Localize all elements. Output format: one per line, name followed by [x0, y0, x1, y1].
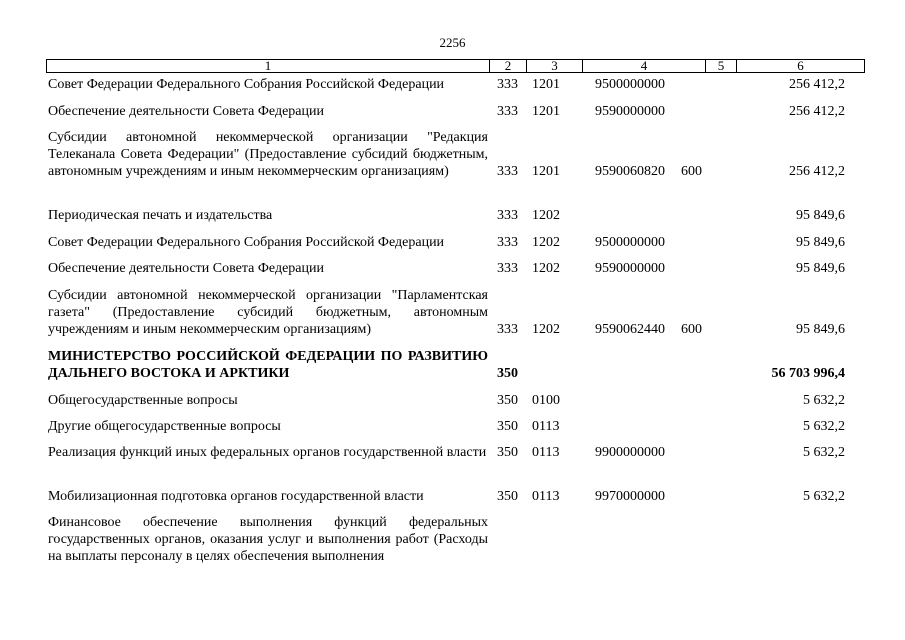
row-target-code: 9500000000: [595, 77, 665, 92]
row-name: Совет Федерации Федерального Собрания Российской Федерации: [48, 77, 445, 92]
row-amount: 95 849,6: [796, 208, 845, 223]
page-number: 2256: [439, 35, 466, 50]
row-target-code: 9590060820: [595, 164, 665, 179]
row-ministry-code: 333: [497, 77, 518, 92]
budget-row: [0, 348, 845, 382]
row-name: Финансовое обеспечение выполнения функций федеральных государственных органов, оказания услуг и выполнения работ (Расходы на выплаты персоналу в целях обеспечения выполнения: [48, 515, 488, 564]
budget-row: [0, 444, 845, 461]
column-header-2: 2: [490, 60, 527, 73]
row-name: МИНИСТЕРСТВО РОССИЙСКОЙ ФЕДЕРАЦИИ ПО РАЗВИТИЮ ДАЛЬНЕГО ВОСТОКА И АРКТИКИ: [48, 349, 488, 381]
row-ministry-code: 350: [497, 445, 518, 460]
row-amount: 5 632,2: [803, 489, 845, 504]
budget-row: [0, 234, 845, 251]
row-ministry-code: 350: [497, 366, 518, 381]
row-section-code: 1202: [532, 235, 560, 250]
row-name: Реализация функций иных федеральных органов государственной власти: [48, 445, 487, 460]
row-name: Общегосударственные вопросы: [48, 393, 238, 408]
row-name: Другие общегосударственные вопросы: [48, 419, 281, 434]
row-name: Мобилизационная подготовка органов государственной власти: [48, 489, 424, 504]
row-target-code: 9590062440: [595, 322, 665, 337]
row-section-code: 1202: [532, 261, 560, 276]
budget-row: [0, 392, 845, 409]
row-section-code: 1202: [532, 322, 560, 337]
row-amount: 95 849,6: [796, 322, 845, 337]
row-amount: 5 632,2: [803, 445, 845, 460]
row-amount: 256 412,2: [789, 77, 845, 92]
row-expense-type: 600: [681, 322, 702, 337]
row-amount: 95 849,6: [796, 235, 845, 250]
row-amount: 256 412,2: [789, 164, 845, 179]
column-header-5: 5: [706, 60, 737, 73]
row-section-code: 1201: [532, 104, 560, 119]
row-name: Совет Федерации Федерального Собрания Российской Федерации: [48, 235, 445, 250]
row-expense-type: 600: [681, 164, 702, 179]
budget-row: [0, 207, 845, 224]
row-ministry-code: 333: [497, 235, 518, 250]
budget-row: [0, 488, 845, 505]
column-header-6: 6: [737, 60, 865, 73]
row-target-code: 9590000000: [595, 261, 665, 276]
row-amount: 5 632,2: [803, 419, 845, 434]
row-section-code: 0113: [532, 445, 560, 460]
row-name: Обеспечение деятельности Совета Федерации: [48, 104, 324, 119]
row-ministry-code: 333: [497, 208, 518, 223]
column-header-4: 4: [583, 60, 706, 73]
budget-row: [0, 287, 845, 338]
row-name: Субсидии автономной некоммерческой организации "Редакция Телеканала Совета Федерации" (Предоставление субсидий бюджетным, автономным учреждениям и иным некоммерческим организациям): [48, 130, 488, 179]
row-section-code: 1201: [532, 77, 560, 92]
budget-row: [0, 103, 845, 120]
row-target-code: 9500000000: [595, 235, 665, 250]
row-amount: 5 632,2: [803, 393, 845, 408]
row-ministry-code: 350: [497, 489, 518, 504]
row-ministry-code: 333: [497, 164, 518, 179]
row-ministry-code: 333: [497, 104, 518, 119]
column-header-3: 3: [527, 60, 583, 73]
column-header-table: [46, 59, 865, 73]
budget-row: [0, 260, 845, 277]
row-section-code: 0113: [532, 489, 560, 504]
row-amount: 56 703 996,4: [771, 366, 845, 381]
row-name: Обеспечение деятельности Совета Федерации: [48, 261, 324, 276]
column-header-row: [47, 60, 865, 73]
row-name: Субсидии автономной некоммерческой организации "Парламентская газета" (Предоставление субсидий бюджетным, автономным учреждениям и иным некоммерческим организациям): [48, 288, 488, 337]
budget-row: [0, 129, 845, 180]
row-section-code: 0113: [532, 419, 560, 434]
row-section-code: 0100: [532, 393, 560, 408]
row-section-code: 1202: [532, 208, 560, 223]
row-ministry-code: 333: [497, 322, 518, 337]
row-target-code: 9970000000: [595, 489, 665, 504]
budget-row: [0, 418, 845, 435]
column-header-1: 1: [47, 60, 490, 73]
row-target-code: 9900000000: [595, 445, 665, 460]
row-ministry-code: 333: [497, 261, 518, 276]
row-ministry-code: 350: [497, 419, 518, 434]
row-target-code: 9590000000: [595, 104, 665, 119]
row-section-code: 1201: [532, 164, 560, 179]
budget-row: [0, 76, 845, 93]
row-amount: 256 412,2: [789, 104, 845, 119]
budget-row: [0, 514, 845, 565]
row-amount: 95 849,6: [796, 261, 845, 276]
row-ministry-code: 350: [497, 393, 518, 408]
row-name: Периодическая печать и издательства: [48, 208, 273, 223]
